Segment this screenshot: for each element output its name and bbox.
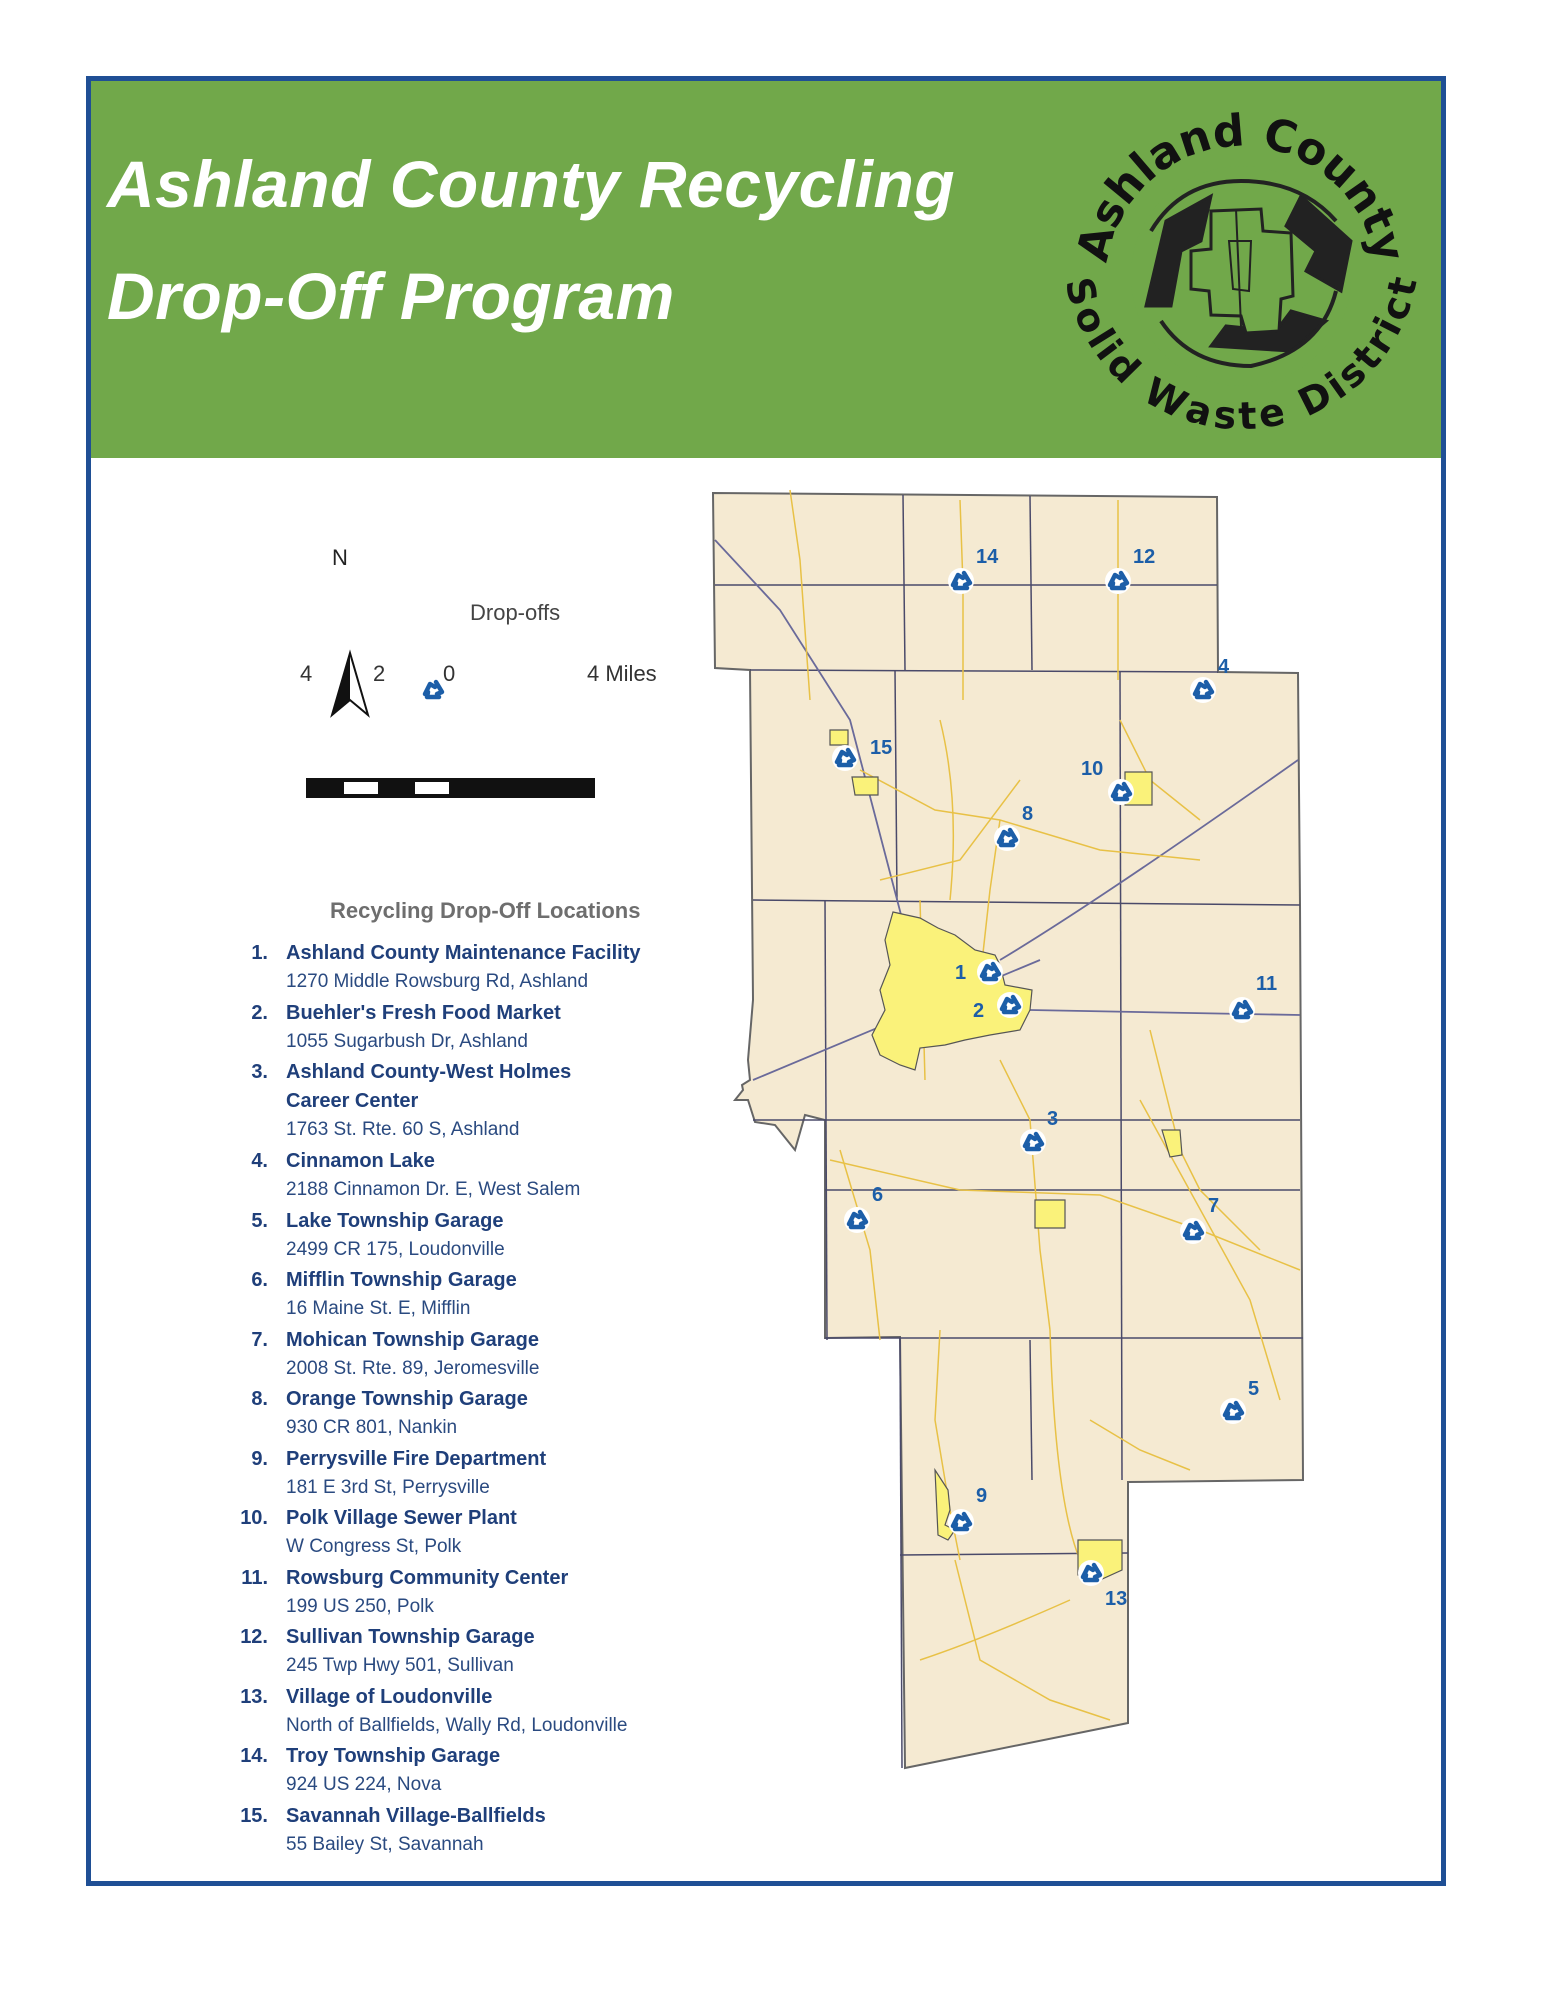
marker-label-2: 2 — [973, 1000, 985, 1022]
location-number: 2. — [251, 1001, 268, 1024]
marker-label-6: 6 — [872, 1184, 884, 1206]
location-address: North of Ballfields, Wally Rd, Loudonville — [286, 1714, 628, 1736]
location-number: 1. — [251, 942, 268, 964]
logo-top-text: Ashland County — [1067, 105, 1415, 267]
location-number: 10. — [240, 1507, 268, 1529]
dropoff-marker-5[interactable] — [1220, 1398, 1246, 1424]
location-number: 11. — [241, 1566, 268, 1589]
location-address: 1763 St. Rte. 60 S, Ashland — [286, 1119, 520, 1140]
scale-tick-4: 4 — [300, 661, 313, 686]
location-address: W Congress St, Polk — [286, 1536, 462, 1557]
north-arrow-icon — [332, 653, 368, 715]
location-address: 1055 Sugarbush Dr, Ashland — [286, 1030, 528, 1052]
location-name: Village of Loudonville — [286, 1685, 493, 1708]
location-name: Savannah Village-Ballfields — [286, 1804, 546, 1827]
locations-heading: Recycling Drop-Off Locations — [330, 898, 641, 923]
dropoff-marker-12[interactable] — [1105, 568, 1131, 594]
marker-label-7: 7 — [1208, 1195, 1220, 1217]
location-address: 2008 St. Rte. 89, Jeromesville — [286, 1357, 540, 1379]
dropoff-marker-15[interactable] — [832, 745, 858, 771]
location-name: Buehler's Fresh Food Market — [286, 1001, 561, 1024]
location-address: 181 E 3rd St, Perrysville — [286, 1476, 490, 1498]
dropoff-marker-7[interactable] — [1180, 1218, 1206, 1244]
page-title-line2: Drop-Off Program — [107, 259, 675, 333]
scale-tick-0: 0 — [443, 661, 456, 686]
scale-tick-2: 2 — [373, 661, 386, 686]
location-name: Rowsburg Community Center — [286, 1566, 569, 1589]
location-name: Sullivan Township Garage — [286, 1626, 535, 1648]
location-name: Cinnamon Lake — [286, 1150, 435, 1172]
location-address: 2188 Cinnamon Dr. E, West Salem — [286, 1179, 581, 1200]
location-number: 4. — [251, 1150, 268, 1172]
dropoff-marker-10[interactable] — [1108, 779, 1134, 805]
location-address: 55 Bailey St, Savannah — [286, 1833, 484, 1855]
location-number: 13. — [240, 1685, 268, 1708]
location-number: 5. — [251, 1209, 268, 1232]
location-number: 12. — [240, 1626, 268, 1648]
marker-label-11: 11 — [1256, 973, 1278, 995]
dropoff-marker-1[interactable] — [977, 959, 1003, 985]
marker-label-4: 4 — [1218, 656, 1230, 678]
dropoff-marker-14[interactable] — [948, 568, 974, 594]
dropoff-marker-4[interactable] — [1190, 677, 1216, 703]
location-number: 6. — [251, 1269, 268, 1291]
marker-label-14: 14 — [976, 546, 999, 568]
dropoff-marker-13[interactable] — [1078, 1560, 1104, 1586]
scale-bar — [307, 779, 594, 797]
location-name: Mifflin Township Garage — [286, 1269, 517, 1291]
location-name: Troy Township Garage — [286, 1745, 501, 1767]
location-address: 2499 CR 175, Loudonville — [286, 1238, 505, 1260]
location-name: Ashland County Maintenance Facility — [286, 942, 641, 964]
location-number: 15. — [240, 1804, 268, 1827]
location-address: 924 US 224, Nova — [286, 1774, 442, 1795]
marker-label-8: 8 — [1022, 803, 1034, 825]
marker-label-9: 9 — [976, 1485, 988, 1507]
logo-bottom-text: Solid Waste District — [1056, 272, 1426, 439]
location-name: Lake Township Garage — [286, 1209, 504, 1232]
location-address: 930 CR 801, Nankin — [286, 1417, 458, 1438]
marker-label-10: 10 — [1081, 758, 1104, 780]
dropoff-marker-11[interactable] — [1229, 997, 1255, 1023]
location-name: Perrysville Fire Department — [286, 1447, 547, 1470]
location-number: 14. — [240, 1745, 268, 1767]
location-number: 3. — [251, 1061, 268, 1083]
location-address: 16 Maine St. E, Mifflin — [286, 1298, 471, 1319]
location-name: Ashland County-West Holmes — [286, 1061, 572, 1083]
marker-label-13: 13 — [1105, 1588, 1128, 1610]
dropoff-marker-9[interactable] — [948, 1509, 974, 1535]
location-name-line2: Career Center — [286, 1090, 419, 1112]
location-address: 199 US 250, Polk — [286, 1595, 434, 1617]
dropoff-marker-6[interactable] — [844, 1207, 870, 1233]
location-name: Mohican Township Garage — [286, 1328, 539, 1351]
dropoff-marker-8[interactable] — [994, 825, 1020, 851]
legend-dropoff-label: Drop-offs — [470, 600, 561, 625]
location-number: 9. — [251, 1447, 268, 1470]
marker-label-12: 12 — [1133, 546, 1156, 568]
north-label: N — [332, 545, 348, 570]
location-address: 1270 Middle Rowsburg Rd, Ashland — [286, 971, 589, 992]
location-address: 245 Twp Hwy 501, Sullivan — [286, 1655, 514, 1676]
location-number: 8. — [251, 1388, 268, 1410]
marker-label-1: 1 — [955, 962, 967, 984]
scale-tick-4-miles: 4 Miles — [587, 661, 657, 686]
location-name: Polk Village Sewer Plant — [286, 1507, 517, 1529]
location-number: 7. — [251, 1328, 268, 1351]
dropoff-marker-2[interactable] — [997, 992, 1023, 1018]
marker-label-3: 3 — [1047, 1108, 1059, 1130]
marker-label-5: 5 — [1248, 1378, 1260, 1400]
page-title-line1: Ashland County Recycling — [107, 147, 956, 221]
marker-label-15: 15 — [870, 737, 893, 759]
dropoff-marker-3[interactable] — [1020, 1129, 1046, 1155]
location-name: Orange Township Garage — [286, 1388, 528, 1410]
